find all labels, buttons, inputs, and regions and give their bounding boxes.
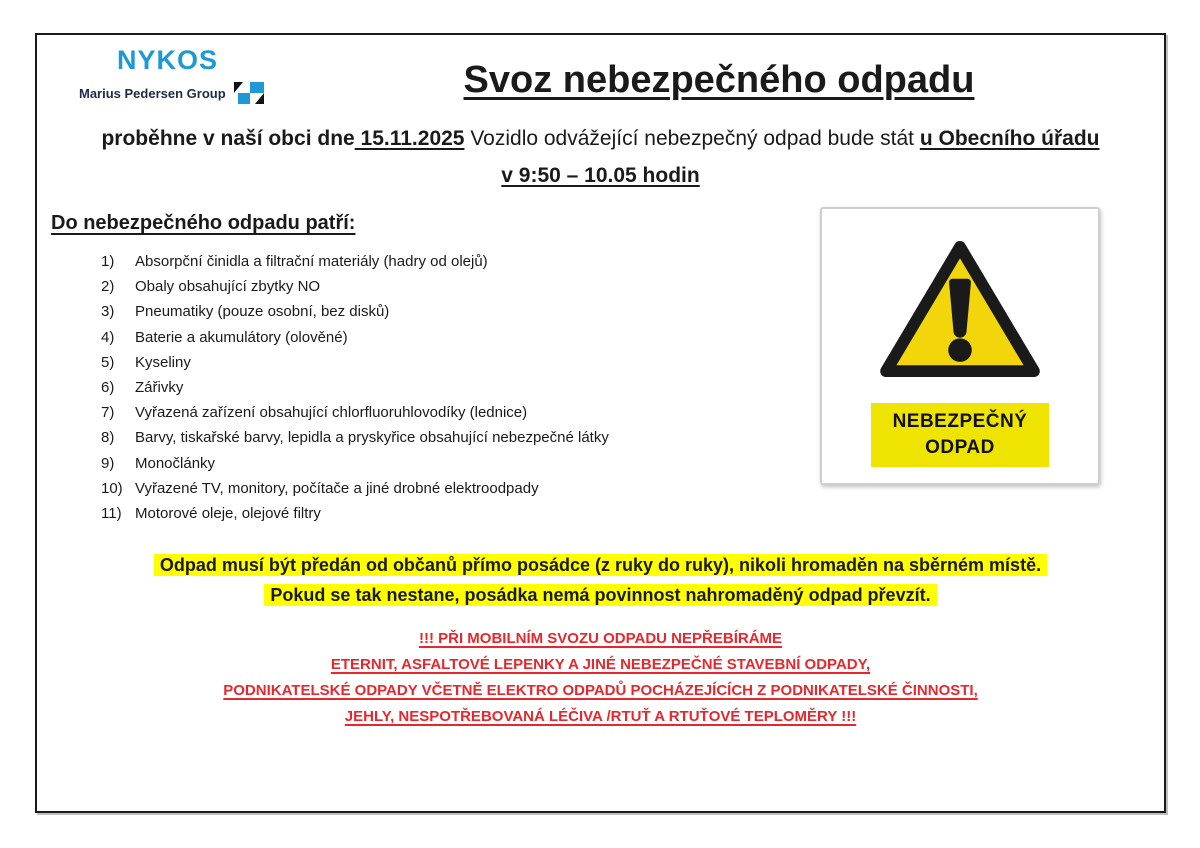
- header: [37, 35, 1164, 104]
- page-title: Svoz nebezpečného odpadu: [463, 59, 975, 101]
- intro-time: v 9:50 – 10.05 hodin: [501, 164, 700, 187]
- list-item: 8) Barvy, tiskařské barvy, lepidla a pryskyřice obsahující nebezpečné látky: [101, 429, 609, 447]
- intro-date: 15.11.2025: [354, 127, 465, 150]
- list-item: 3) Pneumatiky (pouze osobní, bez disků): [101, 303, 390, 321]
- intro-paragraph: [37, 120, 1164, 194]
- red-notice-line-3: PODNIKATELSKÉ ODPADY VČETNĚ ELEKTRO ODPADŮ POCHÁZEJÍCÍCH Z PODNIKATELSKÉ ČINNOSTI,: [223, 682, 978, 700]
- marius-pedersen-flag-icon: [234, 82, 264, 104]
- list-item: 1) Absorpční činidla a filtrační materiály (hadry od olejů): [101, 253, 488, 270]
- list-item: 9) Monočlánky: [101, 454, 216, 472]
- nykos-brand-text: NYKOS: [117, 45, 219, 75]
- red-notice-line-1: !!! PŘI MOBILNÍM SVOZU ODPADU NEPŘEBÍRÁME: [418, 630, 783, 648]
- intro-location: u Obecního úřadu: [919, 127, 1100, 150]
- list-item: 5) Kyseliny: [101, 353, 191, 371]
- red-notice: [37, 626, 1164, 730]
- list-item: 2) Obaly obsahující zbytky NO: [101, 278, 321, 296]
- red-notice-line-4: JEHLY, NESPOTŘEBOVANÁ LÉČIVA /RTUŤ A RTUŤOVÉ TEPLOMĚRY !!!: [344, 708, 857, 726]
- list-item: 11) Motorové oleje, olejové filtry: [101, 505, 321, 523]
- list-item: 10) Vyřazené TV, monitory, počítače a jiné drobné elektroodpady: [101, 479, 539, 497]
- highlight-line-1: Odpad musí být předán od občanů přímo posádce (z ruky do ruky), nikoli hromaděn na sběrném místě.: [37, 550, 1164, 580]
- highlight-line-2: Pokud se tak nestane, posádka nemá povinnost nahromaděný odpad převzít.: [37, 580, 1164, 610]
- intro-prefix: proběhne v naší obci dne: [101, 127, 355, 150]
- list-item: 4) Baterie a akumulátory (olověné): [101, 328, 348, 346]
- list-item: 6) Zářivky: [101, 379, 184, 397]
- intro-line-1: [37, 120, 1164, 157]
- marius-pedersen-subtitle: Marius Pedersen Group: [79, 85, 226, 101]
- list-item: 7) Vyřazená zařízení obsahující chlorfluoruhlovodíky (lednice): [101, 404, 528, 422]
- highlighted-statement: [37, 550, 1164, 610]
- intro-middle: Vozidlo odvážející nebezpečný odpad bude stát: [470, 127, 914, 150]
- notice-page: [35, 33, 1166, 813]
- hazardous-waste-sign: [820, 207, 1100, 485]
- warning-triangle-icon: [876, 235, 1044, 383]
- intro-line-2: [37, 157, 1164, 194]
- red-notice-line-2: ETERNIT, ASFALTOVÉ LEPENKY A JINÉ NEBEZPEČNÉ STAVEBNÍ ODPADY,: [330, 656, 871, 674]
- list-heading: Do nebezpečného odpadu patří:: [51, 212, 356, 234]
- nykos-logo: [79, 45, 304, 104]
- sign-label: NEBEZPEČNÝ ODPAD: [871, 403, 1049, 467]
